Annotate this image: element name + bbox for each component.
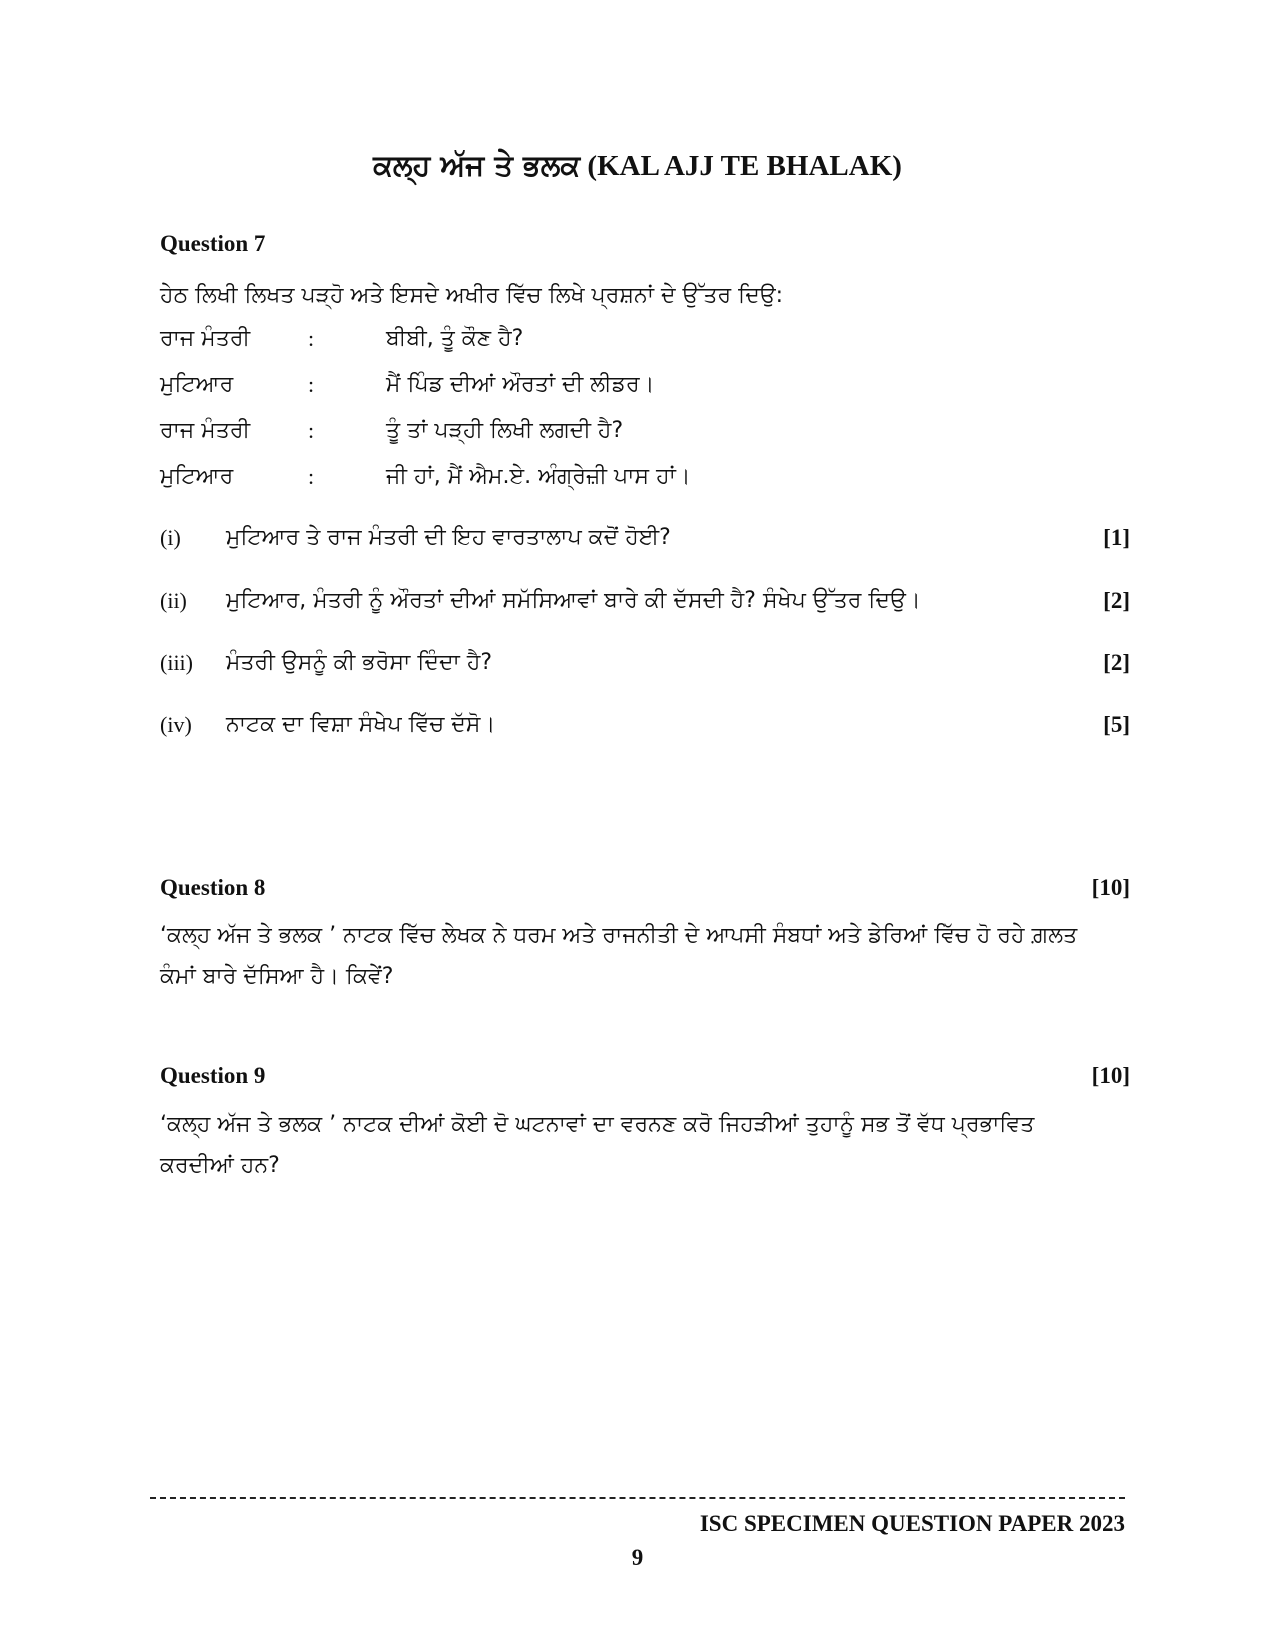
subquestion-number: (i) — [160, 525, 181, 550]
dialogue-colon: : — [308, 464, 315, 489]
subquestion-marks: [1] — [1103, 525, 1130, 550]
subquestion-number: (ii) — [160, 588, 187, 613]
question-9-heading — [160, 1063, 1130, 1089]
subquestion-number: (iv) — [160, 712, 192, 737]
question-9-text: ‘ਕਲ੍ਹ ਅੱਜ ਤੇ ਭਲਕ ’ ਨਾਟਕ ਦੀਆਂ ਕੋਈ ਦੋ ਘਟਨਾਵਾਂ ਦਾ ਵਰਨਣ ਕਰੋ ਜਿਹੜੀਆਂ ਤੁਹਾਨੂੰ ਸਭ ਤੋਂ ਵੱਧ ਪ੍ਰਭਾਵਿਤ ਕਰਦੀਆਂ ਹਨ? — [160, 1112, 1035, 1178]
question-7-instruction: ਹੇਠ ਲਿਖੀ ਲਿਖਤ ਪੜ੍ਹੋ ਅਤੇ ਇਸਦੇ ਅਖੀਰ ਵਿੱਚ ਲਿਖੇ ਪ੍ਰਸ਼ਨਾਂ ਦੇ ਉੱਤਰ ਦਿਉ: — [160, 283, 784, 308]
question-8-text: ‘ਕਲ੍ਹ ਅੱਜ ਤੇ ਭਲਕ ’ ਨਾਟਕ ਵਿੱਚ ਲੇਖਕ ਨੇ ਧਰਮ ਅਤੇ ਰਾਜਨੀਤੀ ਦੇ ਆਪਸੀ ਸੰਬਧਾਂ ਅਤੇ ਡੇਰਿਆਂ ਵਿੱਚ ਹੋ ਰਹੇ ਗ਼ਲਤ ਕੰਮਾਂ ਬਾਰੇ ਦੱਸਿਆ ਹੈ। ਕਿਵੇਂ? — [160, 923, 1078, 989]
subquestion-marks: [5] — [1103, 712, 1130, 737]
page-number: 9 — [631, 1545, 644, 1570]
dialogue-colon: : — [308, 372, 315, 397]
subquestion-number: (iii) — [160, 650, 193, 675]
dialogue-speaker: ਰਾਜ ਮੰਤਰੀ — [160, 418, 251, 443]
dialogue-line: ਮੈਂ ਪਿੰਡ ਦੀਆਂ ਔਰਤਾਂ ਦੀ ਲੀਡਰ। — [386, 372, 655, 397]
subquestion-marks: [2] — [1103, 588, 1130, 613]
subquestion-text: ਨਾਟਕ ਦਾ ਵਿਸ਼ਾ ਸੰਖੇਪ ਵਿੱਚ ਦੱਸੋ। — [226, 712, 496, 737]
question-9-marks: [10] — [1091, 1063, 1130, 1088]
subquestion-text: ਮੰਤਰੀ ਉਸਨੂੰ ਕੀ ਭਰੋਸਾ ਦਿੰਦਾ ਹੈ? — [226, 650, 493, 675]
question-9-label: Question 9 — [160, 1063, 266, 1088]
title-english: (KAL AJJ TE BHALAK) — [587, 150, 902, 182]
dialogue-colon: : — [308, 418, 315, 443]
dialogue-speaker: ਮੁਟਿਆਰ — [160, 372, 234, 397]
question-8-heading — [160, 875, 1130, 901]
subquestion-row — [160, 712, 1130, 746]
dialogue-line: ਤੂੰ ਤਾਂ ਪੜ੍ਹੀ ਲਿਖੀ ਲਗਦੀ ਹੈ? — [386, 418, 624, 443]
title-punjabi: ਕਲ੍ਹ ਅੱਜ ਤੇ ਭਲਕ — [373, 148, 581, 182]
subquestion-row — [160, 650, 1130, 684]
dialogue-line: ਬੀਬੀ, ਤੂੰ ਕੌਣ ਹੈ? — [386, 326, 524, 351]
page-title — [0, 148, 1275, 183]
footer-label: ISC SPECIMEN QUESTION PAPER 2023 — [699, 1511, 1125, 1536]
dialogue-colon: : — [308, 326, 315, 351]
question-7-heading — [160, 231, 1130, 257]
question-8-label: Question 8 — [160, 875, 266, 900]
subquestion-text: ਮੁਟਿਆਰ ਤੇ ਰਾਜ ਮੰਤਰੀ ਦੀ ਇਹ ਵਾਰਤਾਲਾਪ ਕਦੋਂ ਹੋਈ? — [226, 525, 671, 550]
subquestion-text: ਮੁਟਿਆਰ, ਮੰਤਰੀ ਨੂੰ ਔਰਤਾਂ ਦੀਆਂ ਸਮੱਸਿਆਵਾਂ ਬਾਰੇ ਕੀ ਦੱਸਦੀ ਹੈ? ਸੰਖੇਪ ਉੱਤਰ ਦਿਉ। — [226, 588, 921, 613]
question-8-marks: [10] — [1091, 875, 1130, 900]
subquestion-row — [160, 588, 1130, 622]
question-7-label: Question 7 — [160, 231, 266, 256]
subquestion-row — [160, 525, 1130, 559]
subquestion-marks: [2] — [1103, 650, 1130, 675]
dialogue-line: ਜੀ ਹਾਂ, ਮੈਂ ਐਮ.ਏ. ਅੰਗ੍ਰੇਜ਼ੀ ਪਾਸ ਹਾਂ। — [386, 464, 691, 489]
dialogue-speaker: ਮੁਟਿਆਰ — [160, 464, 234, 489]
footer-divider — [150, 1497, 1125, 1499]
dialogue-speaker: ਰਾਜ ਮੰਤਰੀ — [160, 326, 251, 351]
